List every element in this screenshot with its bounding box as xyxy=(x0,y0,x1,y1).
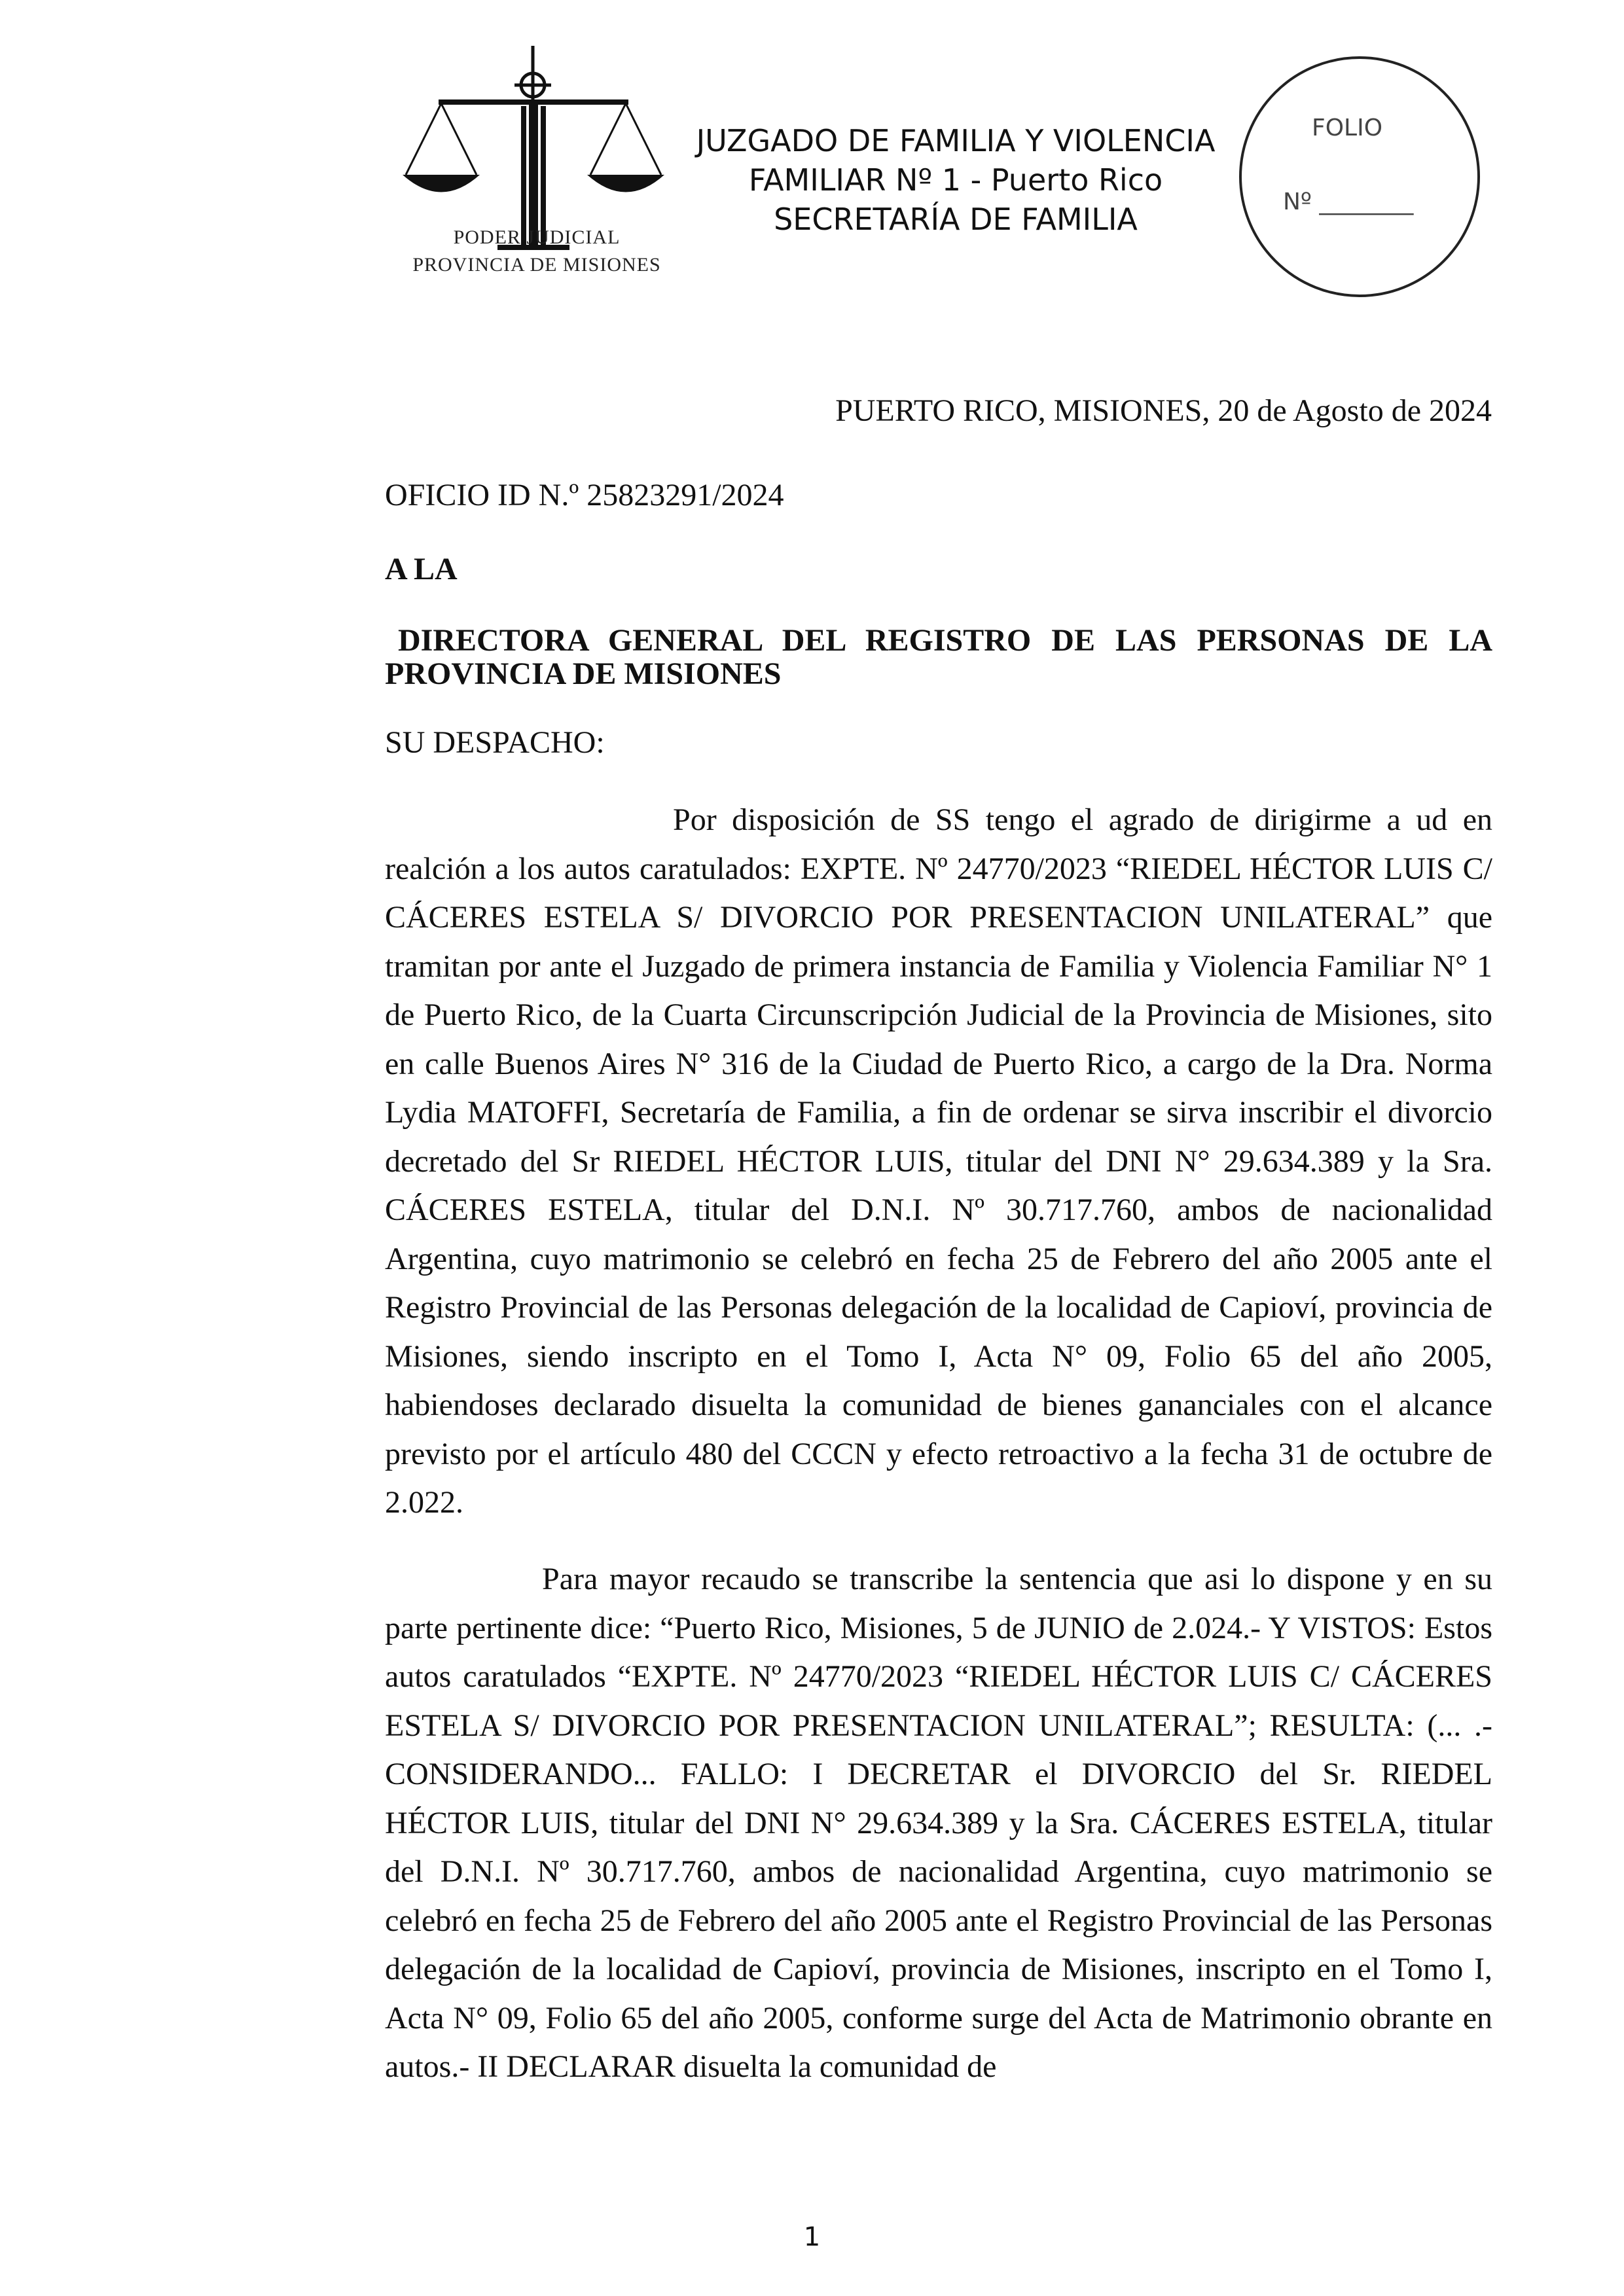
folio-label: FOLIO xyxy=(1312,115,1383,141)
body-paragraph-1 xyxy=(385,796,1492,1528)
court-name-line2: FAMILIAR Nº 1 - Puerto Rico xyxy=(748,162,1163,198)
logo-caption-line2: PROVINCIA DE MISIONES xyxy=(412,254,661,276)
folio-stamp xyxy=(1225,52,1494,321)
body-paragraph-2 xyxy=(385,1555,1492,2092)
logo-caption xyxy=(396,224,677,279)
folio-stamp-circle xyxy=(1225,52,1494,321)
body-paragraph-1-text: Por disposición de SS tengo el agrado de dirigirme a ud en realción a los autos caratulados: EXPTE. Nº 24770/2023 “RIEDEL HÉCTOR LUIS C/ CÁCERES ESTELA S/ DIVORCIO POR PRESENTACION UNILATERAL” que tramitan por ante el Juzgado de primera instancia de Familia y Violencia Familiar N° 1 de Puerto Rico, de la Cuarta Circunscripción Judicial de la Provincia de Misiones, sito en calle Buenos Aires N° 316 de la Ciudad de Puerto Rico, a cargo de la Dra. Norma Lydia MATOFFI, Secretaría de Familia, a fin de ordenar se sirva inscribir el divorcio decretado del Sr RIEDEL HÉCTOR LUIS, titular del DNI N° 29.634.389 y la Sra. CÁCERES ESTELA, titular del D.N.I. Nº 30.717.760, ambos de nacionalidad Argentina, cuyo matrimonio se celebró en fecha 25 de Febrero del año 2005 ante el Registro Provincial de las Personas delegación de la localidad de Capioví, provincia de Misiones, siendo inscripto en el Tomo I, Acta N° 09, Folio 65 del año 2005, habiendoses declarado disuelta la comunidad de bienes gananciales con el alcance previsto por el artículo 480 del CCCN y efecto retroactivo a la fecha 31 de octubre de 2.022. xyxy=(385,802,1492,1520)
page-number: 1 xyxy=(803,2222,821,2252)
folio-number-field: Nº ________ xyxy=(1283,188,1414,215)
court-secretariat: SECRETARÍA DE FAMILIA xyxy=(774,202,1138,237)
addressee-prefix: A LA xyxy=(385,552,458,586)
addressee-line2: PROVINCIA DE MISIONES xyxy=(385,656,782,691)
court-name-line1: JUZGADO DE FAMILIA Y VIOLENCIA xyxy=(696,123,1216,158)
date-line: PUERTO RICO, MISIONES, 20 de Agosto de 2024 xyxy=(835,393,1492,428)
salutation: SU DESPACHO: xyxy=(385,725,605,760)
addressee-line1: DIRECTORA GENERAL DEL REGISTRO DE LAS PERSONAS DE LA xyxy=(398,623,1492,658)
court-header xyxy=(655,121,1257,239)
body-paragraph-2-text: Para mayor recaudo se transcribe la sentencia que asi lo dispone y en su parte pertinente dice: “Puerto Rico, Misiones, 5 de JUNIO de 2.024.- Y VISTOS: Estos autos caratulados “EXPTE. Nº 24770/2023 “RIEDEL HÉCTOR LUIS C/ CÁCERES ESTELA S/ DIVORCIO POR PRESENTACION UNILATERAL”; RESULTA: (... .- CONSIDERANDO... FALLO: I DECRETAR el DIVORCIO del Sr. RIEDEL HÉCTOR LUIS, titular del DNI N° 29.634.389 y la Sra. CÁCERES ESTELA, titular del D.N.I. Nº 30.717.760, ambos de nacionalidad Argentina, cuyo matrimonio se celebró en fecha 25 de Febrero del año 2005 ante el Registro Provincial de las Personas delegación de la localidad de Capioví, provincia de Misiones, inscripto en el Tomo I, Acta N° 09, Folio 65 del año 2005, conforme surge del Acta de Matrimonio obrante en autos.- II DECLARAR disuelta la comunidad de xyxy=(385,1562,1492,2084)
oficio-id: OFICIO ID N.º 25823291/2024 xyxy=(385,478,784,512)
logo-caption-line1: PODER JUDICIAL xyxy=(453,226,621,248)
